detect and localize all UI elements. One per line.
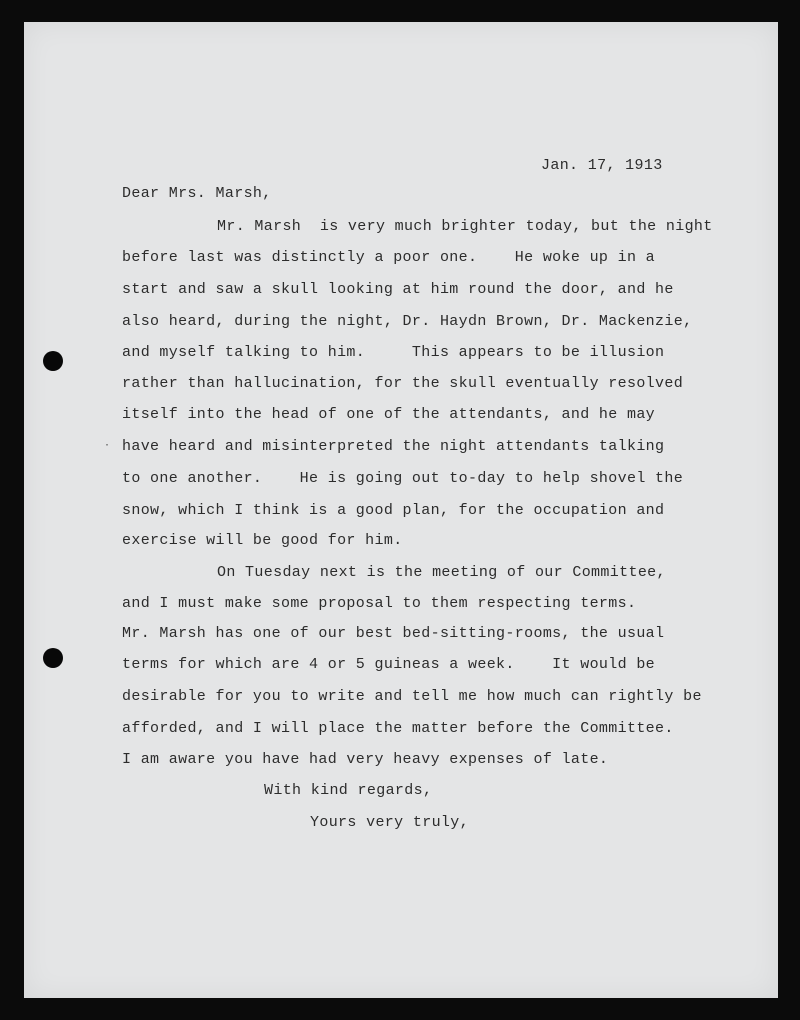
body-line: afforded, and I will place the matter before the Committee. (122, 720, 674, 737)
closing-signoff: Yours very truly, (310, 814, 469, 831)
body-line: I am aware you have had very heavy expenses of late. (122, 751, 609, 768)
salutation: Dear Mrs. Marsh, (122, 185, 272, 202)
body-line: Mr. Marsh is very much brighter today, but the night (217, 218, 713, 235)
closing-regards: With kind regards, (264, 782, 433, 799)
body-line: before last was distinctly a poor one. He woke up in a (122, 249, 656, 266)
body-line: terms for which are 4 or 5 guineas a week. It would be (122, 656, 656, 673)
body-line: On Tuesday next is the meeting of our Committee, (217, 564, 666, 581)
body-line: desirable for you to write and tell me how much can rightly be (122, 688, 702, 705)
body-line: Mr. Marsh has one of our best bed-sitting-rooms, the usual (122, 625, 665, 642)
body-line: rather than hallucination, for the skull eventually resolved (122, 375, 684, 392)
margin-mark: · (104, 440, 111, 451)
body-line: start and saw a skull looking at him round the door, and he (122, 281, 674, 298)
body-line: and myself talking to him. This appears to be illusion (122, 344, 665, 361)
body-line: also heard, during the night, Dr. Haydn Brown, Dr. Mackenzie, (122, 313, 693, 330)
body-line: snow, which I think is a good plan, for the occupation and (122, 502, 665, 519)
letter-date: Jan. 17, 1913 (541, 157, 663, 174)
body-line: itself into the head of one of the attendants, and he may (122, 406, 656, 423)
body-line: exercise will be good for him. (122, 532, 403, 549)
body-line: have heard and misinterpreted the night attendants talking (122, 438, 665, 455)
body-line: to one another. He is going out to-day to help shovel the (122, 470, 684, 487)
body-line: and I must make some proposal to them respecting terms. (122, 595, 637, 612)
